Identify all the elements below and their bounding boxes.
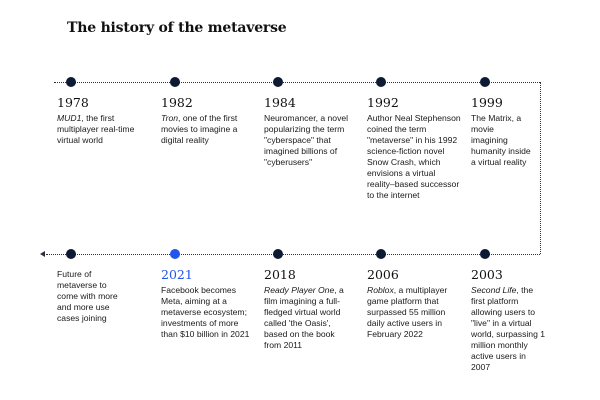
event-year: 1978: [57, 95, 89, 110]
timeline-dot-1982: [170, 77, 180, 87]
event-year: 2006: [367, 267, 399, 282]
event-year: 1992: [367, 95, 399, 110]
timeline-right-connector: [540, 82, 541, 254]
event-description: [161, 113, 239, 146]
event-title-italic: Roblox: [367, 285, 394, 295]
timeline-dot-1984: [273, 77, 283, 87]
timeline-dot-1992: [376, 77, 386, 87]
event-description: [471, 285, 547, 373]
event-text: Facebook becomes Meta, aiming at a metaverse ecosystem; investments of more than $10 billion in 2021: [161, 285, 250, 339]
event-text: Author Neal Stephenson coined the term "metaverse" in his 1992 science-fiction novel Snow Crash, which envisions a virtual reality–based successor to the internet: [367, 113, 461, 200]
event-description: [264, 285, 352, 351]
event-title-italic: Second Life: [471, 285, 517, 295]
event-year: 1982: [161, 95, 193, 110]
timeline-dot-2018: [273, 249, 283, 259]
timeline-dot-2021: [170, 249, 180, 259]
timeline-dot-2003: [480, 249, 490, 259]
timeline-top-line: [54, 82, 540, 83]
event-text: , the first platform allowing users to "live" in a virtual world, surpassing 1 million monthly active users in 2007: [471, 285, 546, 372]
event-year: 2018: [264, 267, 296, 282]
event-description: [161, 285, 255, 340]
timeline-bottom-line: [46, 254, 540, 255]
timeline-dot-future: [66, 249, 76, 259]
event-description: [471, 113, 533, 168]
event-year: 1984: [264, 95, 296, 110]
event-text: , the first multiplayer real-time virtual world: [57, 113, 135, 145]
event-title-italic: MUD1: [57, 113, 82, 123]
timeline-dot-1978: [66, 77, 76, 87]
event-description: [367, 113, 463, 201]
event-description: [264, 113, 352, 168]
event-text: , one of the first movies to imagine a digital reality: [161, 113, 238, 145]
event-year: 2021: [161, 267, 193, 282]
event-text: , a film imagining a full-fledged virtual world called 'the Oasis', based on the book from 2011: [264, 285, 344, 350]
event-title-italic: Ready Player One: [264, 285, 335, 295]
event-text: Future of metaverse to come with more and more use cases joining: [57, 269, 118, 323]
event-description: [57, 113, 137, 146]
event-description: [57, 269, 129, 324]
event-year: 2003: [471, 267, 503, 282]
timeline-arrow-icon: [40, 251, 45, 257]
timeline-dot-1999: [480, 77, 490, 87]
page-title: The history of the metaverse: [67, 20, 287, 36]
event-year: 1999: [471, 95, 503, 110]
event-text: The Matrix, a movie imagining humanity inside a virtual reality: [471, 113, 531, 167]
event-text: , a multiplayer game platform that surpassed 55 million daily active users in February 2022: [367, 285, 448, 339]
event-text: Neuromancer, a novel popularizing the term "cyberspace" that imagined billions of "cyberusers": [264, 113, 349, 167]
timeline-dot-2006: [376, 249, 386, 259]
event-description: [367, 285, 457, 340]
event-title-italic: Tron: [161, 113, 179, 123]
